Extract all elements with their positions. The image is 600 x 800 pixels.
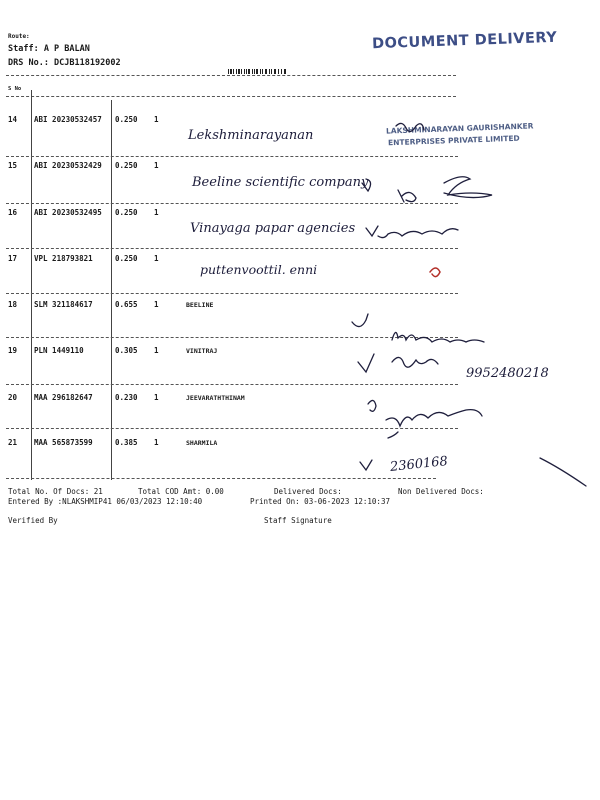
row-awb: MAA 565873599 — [34, 438, 93, 447]
row-pcs: 1 — [154, 346, 159, 355]
row-weight: 0.385 — [115, 438, 138, 447]
row-weight: 0.250 — [115, 115, 138, 124]
row-sno: 20 — [8, 393, 18, 402]
handwritten-phone: 9952480218 — [466, 366, 549, 381]
row-sno: 14 — [8, 115, 18, 124]
verified-by: Verified By — [8, 516, 58, 525]
row-sno: 15 — [8, 161, 18, 170]
row-weight: 0.655 — [115, 300, 138, 309]
row-consignee: BEELINE — [186, 301, 214, 309]
row-sno: 16 — [8, 208, 18, 217]
row-sno: 17 — [8, 254, 18, 263]
route-label: Route: — [8, 33, 30, 40]
row-awb: PLN 1449110 — [34, 346, 84, 355]
printed-on: Printed On: 03-06-2023 12:10:37 — [250, 497, 390, 506]
document-delivery-stamp: DOCUMENT DELIVERY — [371, 29, 558, 53]
company-stamp-line2: ENTERPRISES PRIVATE LIMITED — [387, 133, 520, 148]
handwritten-consignee: Vinayaga papar agencies — [190, 221, 356, 236]
row-consignee: VINITRAJ — [186, 347, 218, 355]
total-docs: Total No. Of Docs: 21 — [8, 487, 103, 496]
row-sno: 19 — [8, 346, 18, 355]
handwritten-number: 2360168 — [389, 454, 449, 475]
row-awb: ABI 20230532495 — [34, 208, 102, 217]
handwritten-consignee: Beeline scientific company — [192, 175, 369, 190]
row-consignee: SHARMILA — [186, 439, 218, 447]
company-stamp-line1: LAKSHMINARAYAN GAURISHANKER — [385, 121, 534, 136]
handwritten-consignee: Lekshminarayanan — [188, 128, 314, 143]
row-pcs: 1 — [154, 161, 159, 170]
row-sno: 21 — [8, 438, 18, 447]
row-weight: 0.230 — [115, 393, 138, 402]
row-pcs: 1 — [154, 115, 159, 124]
row-pcs: 1 — [154, 208, 159, 217]
delivered-docs: Delivered Docs: — [274, 487, 342, 496]
row-pcs: 1 — [154, 254, 159, 263]
row-awb: SLM 321184617 — [34, 300, 93, 309]
staff-name: Staff: A P BALAN — [8, 44, 90, 54]
non-delivered-docs: Non Delivered Docs: — [398, 487, 484, 496]
row-weight: 0.305 — [115, 346, 138, 355]
row-pcs: 1 — [154, 300, 159, 309]
sno-header: S No — [8, 86, 22, 92]
row-consignee: JEEVARATHTHINAM — [186, 394, 245, 402]
row-sno: 18 — [8, 300, 18, 309]
drs-number: DRS No.: DCJB118192002 — [8, 58, 121, 68]
row-pcs: 1 — [154, 393, 159, 402]
row-awb: ABI 20230532429 — [34, 161, 102, 170]
row-awb: VPL 218793821 — [34, 254, 93, 263]
entered-by: Entered By :NLAKSHMIP41 06/03/2023 12:10:40 — [8, 497, 203, 506]
row-weight: 0.250 — [115, 254, 138, 263]
total-cod: Total COD Amt: 0.00 — [138, 487, 224, 496]
row-weight: 0.250 — [115, 161, 138, 170]
row-awb: MAA 296182647 — [34, 393, 93, 402]
row-pcs: 1 — [154, 438, 159, 447]
staff-signature: Staff Signature — [264, 516, 332, 525]
row-weight: 0.250 — [115, 208, 138, 217]
row-awb: ABI 20230532457 — [34, 115, 102, 124]
handwritten-consignee: puttenvoottil. enni — [200, 262, 318, 277]
